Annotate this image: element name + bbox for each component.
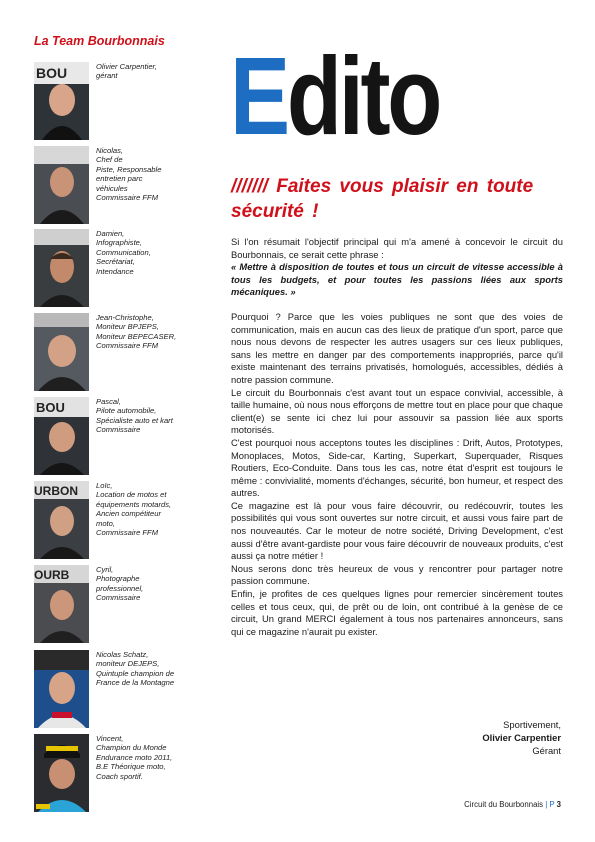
team-member: [34, 229, 214, 309]
team-member: [34, 313, 214, 393]
team-member: [34, 734, 214, 814]
member-photo: [34, 62, 89, 140]
team-member: [34, 650, 214, 730]
svg-text:BOU: BOU: [36, 400, 65, 415]
team-member: [34, 397, 214, 477]
body-paragraph: Nous serons donc très heureux de vous y rencontrer pour partager notre passion commune.: [231, 562, 563, 587]
member-description: Nicolas, Chef de Piste, Responsable entretien parc véhicules Commissaire FFM: [96, 146, 162, 203]
body-paragraph: Le circuit du Bourbonnais c'est avant tout un espace convivial, accessible, à taille humaine, où nous nous efforçons de mettre tout en place pour que chaque client(e) se sente ici chez lui pour assouvir sa passion liée aux sports motorisés.: [231, 386, 563, 436]
intro-paragraph: Si l'on résumait l'objectif principal qui m'a amené à concevoir le circuit du Bourbonnais, ce serait cette phrase :: [231, 236, 563, 260]
svg-text:BOU: BOU: [36, 65, 68, 81]
member-description: Vincent, Champion du Monde Endurance moto 2011, B.E Théorique moto, Coach sportif.: [96, 734, 173, 781]
body-paragraph: C'est pourquoi nous acceptons toutes les disciplines : Drift, Autos, Prototypes, Monoplaces, Motos, Side-car, Karting, Superkart, Superquader, Risques Routiers, Eco-Conduite. Dans tous les cas, notre état d'esprit est toujours le même : convivialité, moments d'échanges, sécurité, bon humeur, et respect des autres.: [231, 436, 563, 499]
member-description: Jean-Christophe, Moniteur BPJEPS, Moniteur BEPECASER, Commissaire FFM: [96, 313, 177, 351]
svg-text:OURB: OURB: [34, 568, 70, 582]
member-description: Olivier Carpentier, gérant: [96, 62, 157, 81]
member-photo: [34, 734, 89, 812]
member-description: Cyril, Photographe professionnel, Commissaire: [96, 565, 144, 603]
headline: /////// Faites vous plaisir en toute sécurité !: [231, 176, 534, 222]
team-member: [34, 481, 214, 561]
mission-quote: « Mettre à disposition de toutes et tous un circuit de vitesse accessible à tous les budgets, et pour toutes les passions liées aux sports mécaniques. »: [231, 261, 563, 298]
member-photo: [34, 481, 89, 559]
footer-publication: Circuit du Bourbonnais: [464, 800, 544, 809]
svg-text:URBON: URBON: [34, 484, 78, 498]
closing: Sportivement,: [503, 719, 561, 730]
member-photo: [34, 313, 89, 391]
member-photo: [34, 397, 89, 475]
page-number: 3: [556, 800, 561, 809]
editorial-body: [231, 236, 563, 638]
member-description: Nicolas Schatz, moniteur DEJEPS, Quintuple champion de France de la Montagne: [96, 650, 175, 688]
body-paragraph: Pourquoi ? Parce que les voies publiques ne sont que des voies de communication, mais en aucun cas des lieux de pratique d'un sport, parce que nous nous devons de respecter les autres usagers sur ces lieux publiques, sans les mettre en danger par des comportements inappropriés, parce qu'il existe maintenant des terrains privatisés, homologués, accessibles, dédiés à notre passion commune.: [231, 310, 563, 385]
edito-rest: dito: [286, 35, 440, 158]
author-name: Olivier Carpentier: [482, 732, 561, 743]
page-footer: [464, 800, 561, 809]
signoff: [482, 718, 561, 757]
member-photo: [34, 146, 89, 224]
member-description: Damien, Infographiste, Communication, Secrétariat, Intendance: [96, 229, 151, 276]
author-role: Gérant: [532, 745, 561, 756]
team-title: La Team Bourbonnais: [34, 34, 165, 48]
team-member: [34, 146, 214, 226]
footer-separator: |: [545, 800, 548, 809]
member-photo: [34, 650, 89, 728]
team-member: [34, 62, 214, 142]
member-photo: [34, 229, 89, 307]
member-photo: [34, 565, 89, 643]
member-description: Pascal, Pilote automobile, Spécialiste auto et kart Commissaire: [96, 397, 173, 435]
edito-title: [230, 35, 440, 158]
footer-page-prefix: P: [549, 800, 555, 809]
edito-first-letter: E: [230, 35, 287, 158]
team-member: [34, 565, 214, 645]
body-paragraph: Ce magazine est là pour vous faire découvrir, ou redécouvrir, toutes les possibilités qui vous sont ouvertes sur notre circuit, et aussi vous faire part de nos nouveautés. Car le moteur de notre société, Driving Development, c'est aussi d'être avant-gardiste pour vous faire découvrir de nouveaux produits, c'est aussi ça notre métier !: [231, 499, 563, 562]
member-description: Loïc, Location de motos et équipements motards, Ancien compétiteur moto, Commissaire FFM: [96, 481, 172, 538]
body-paragraph: Enfin, je profites de ces quelques lignes pour remercier sincèrement toutes celles et tous ceux, qui, de prêt ou de loin, ont contribué à la genèse de ce circuit, Un grand MERCI également à tous nos partenaires annonceurs, sans qui ce magazine n'aurait pu exister.: [231, 588, 563, 637]
